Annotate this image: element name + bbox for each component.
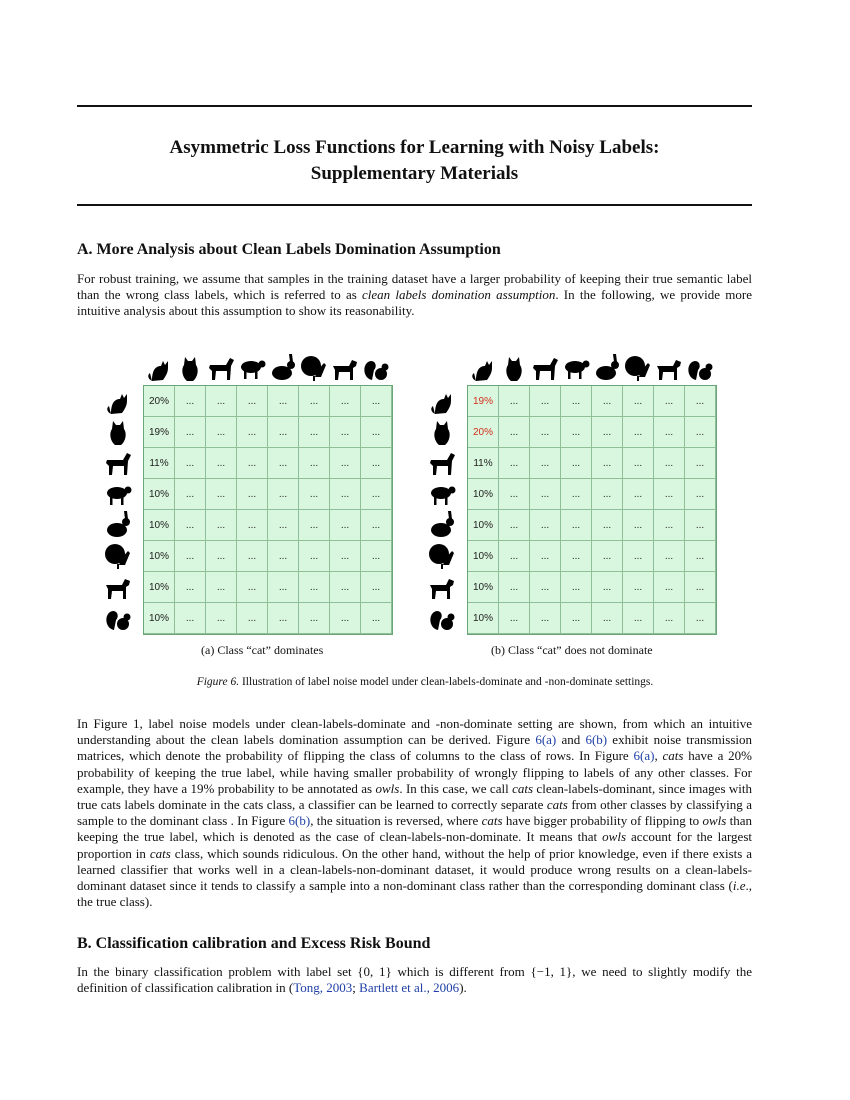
rabbit-icon: [103, 510, 133, 540]
matrix-cell: ...: [499, 448, 530, 479]
dog-icon: [427, 572, 457, 602]
squirrel-icon: [427, 603, 457, 633]
matrix-cell: ...: [299, 603, 330, 634]
horse-icon: [206, 353, 236, 383]
matrix-cell: ...: [299, 510, 330, 541]
emphasis: owls: [375, 780, 400, 796]
matrix-cell: ...: [592, 479, 623, 510]
matrix-cell: 10%: [468, 603, 499, 634]
matrix-cell: ...: [299, 572, 330, 603]
matrix-cell: ...: [592, 448, 623, 479]
matrix-cell: ...: [530, 572, 561, 603]
matrix-cell: 10%: [468, 541, 499, 572]
matrix-cell: ...: [330, 541, 361, 572]
matrix-cell: ...: [299, 386, 330, 417]
matrix-cell: 20%: [468, 417, 499, 448]
matrix-cell: ...: [499, 572, 530, 603]
matrix-cell: ...: [561, 448, 592, 479]
matrix-cell: ...: [530, 541, 561, 572]
matrix-cell: ...: [268, 541, 299, 572]
matrix-cell: ...: [530, 417, 561, 448]
title-bottom-rule: [77, 204, 752, 206]
emphasis: cats: [149, 845, 171, 861]
text-run: In the binary classification problem with label set: [77, 964, 358, 979]
matrix-cell: ...: [530, 448, 561, 479]
matrix-cell: ...: [268, 572, 299, 603]
squirrel-icon: [361, 353, 391, 383]
paper-title: [77, 135, 752, 187]
matrix-cell: ...: [654, 510, 685, 541]
matrix-cell: ...: [330, 603, 361, 634]
owl-icon: [499, 353, 529, 383]
matrix-cell: ...: [361, 479, 392, 510]
matrix-cell: ...: [206, 417, 237, 448]
rabbit-icon: [427, 510, 457, 540]
text-run: than keeping the true label, which is denoted as the case of clean-labels-non-dominate. It means that: [77, 813, 752, 845]
text-run: from other classes by classifying a sample to the dominant class . In Figure: [77, 797, 752, 829]
matrix-cell: ...: [237, 386, 268, 417]
text-run: exhibit noise transmission matrices, which denote the probability of flipping the class of columns to the class of rows. In Figure: [77, 732, 752, 764]
matrix-cell: ...: [206, 541, 237, 572]
sheep-icon: [427, 479, 457, 509]
matrix-cell: ...: [654, 541, 685, 572]
matrix-cell: ...: [499, 603, 530, 634]
noise-transition-matrix: [143, 385, 393, 635]
matrix-cell: ...: [206, 572, 237, 603]
matrix-cell: ...: [654, 417, 685, 448]
title-line-2: Supplementary Materials: [310, 163, 519, 184]
matrix-cell: 10%: [144, 572, 175, 603]
matrix-cell: ...: [206, 603, 237, 634]
matrix-cell: ...: [623, 417, 654, 448]
dog-icon: [103, 572, 133, 602]
sheep-icon: [561, 353, 591, 383]
matrix-cell: ...: [330, 510, 361, 541]
owl-icon: [175, 353, 205, 383]
emphasis: owls: [602, 829, 627, 845]
text-run: . In this case, we call: [399, 780, 513, 796]
body-paragraph: [77, 716, 752, 910]
matrix-cell: ...: [237, 603, 268, 634]
cat-icon: [144, 353, 174, 383]
emphasis: cats: [512, 780, 534, 796]
matrix-cell: ...: [268, 479, 299, 510]
text-run: , we need to slightly modify the definition of classification calibration in (: [77, 964, 753, 996]
cat-icon: [427, 386, 457, 416]
text-run: ,: [654, 748, 663, 764]
matrix-cell: ...: [499, 479, 530, 510]
emphasis: owls: [702, 813, 727, 829]
matrix-cell: ...: [175, 541, 206, 572]
squirrel-icon: [685, 353, 715, 383]
matrix-cell: ...: [623, 603, 654, 634]
matrix-cell: ...: [561, 479, 592, 510]
matrix-cell: ...: [592, 386, 623, 417]
section-b-paragraph: [77, 964, 752, 996]
math-set: {−1, 1}: [530, 964, 573, 979]
section-a-paragraph: [77, 271, 752, 320]
text-run: . In the following, we provide more intuitive analysis about this assumption to show its reasonability.: [77, 287, 752, 319]
matrix-cell: ...: [623, 479, 654, 510]
figure-ref-6b[interactable]: 6(b): [288, 813, 311, 829]
horse-icon: [103, 448, 133, 478]
matrix-cell: 10%: [144, 603, 175, 634]
matrix-cell: ...: [237, 510, 268, 541]
matrix-cell: ...: [237, 479, 268, 510]
matrix-cell: 10%: [468, 510, 499, 541]
noise-transition-matrix: [467, 385, 717, 635]
matrix-cell: ...: [268, 417, 299, 448]
text-run: , the situation is reversed, where: [310, 813, 482, 829]
matrix-cell: ...: [361, 541, 392, 572]
sheep-icon: [237, 353, 267, 383]
emphasis: cats: [662, 748, 684, 764]
turkey-icon: [623, 353, 653, 383]
rabbit-icon: [592, 353, 622, 383]
matrix-cell: ...: [361, 386, 392, 417]
matrix-cell: ...: [685, 603, 716, 634]
matrix-cell: ...: [175, 417, 206, 448]
matrix-cell: ...: [175, 448, 206, 479]
text-run: which is different from: [391, 964, 531, 979]
figure-caption: [0, 676, 850, 688]
matrix-cell: ...: [561, 603, 592, 634]
matrix-cell: ...: [175, 572, 206, 603]
matrix-cell: ...: [206, 479, 237, 510]
section-a-heading: A. More Analysis about Clean Labels Domination Assumption: [77, 241, 501, 258]
text-run: ;: [352, 980, 360, 996]
turkey-icon: [427, 541, 457, 571]
matrix-cell: ...: [530, 510, 561, 541]
matrix-cell: ...: [299, 541, 330, 572]
matrix-cell: ...: [561, 572, 592, 603]
text-run: have a 20% probability of keeping the true label, while having smaller probability of wrongly flipping to labels of any other classes. For example, they have a 19% probability to be annotated as: [77, 748, 753, 796]
matrix-cell: ...: [499, 541, 530, 572]
matrix-cell: 10%: [468, 572, 499, 603]
matrix-cell: ...: [530, 479, 561, 510]
text-run: In Figure 1, label noise models under clean-labels-dominate and -non-dominate setting are shown, from which an intuitive understanding about the clean labels domination assumption can be derived. Figure: [77, 716, 752, 748]
matrix-cell: ...: [330, 479, 361, 510]
figure-caption-text: Illustration of label noise model under clean-labels-dominate and -non-dominate settings.: [239, 676, 654, 688]
matrix-cell: ...: [330, 448, 361, 479]
dog-icon: [330, 353, 360, 383]
matrix-cell: ...: [268, 510, 299, 541]
citation-bartlett-2006[interactable]: Bartlett et al., 2006: [359, 980, 460, 996]
matrix-cell: 11%: [468, 448, 499, 479]
text-run: account for the largest proportion in: [77, 829, 752, 861]
matrix-cell: 10%: [144, 541, 175, 572]
matrix-cell: ...: [237, 572, 268, 603]
section-b-heading: B. Classification calibration and Excess Risk Bound: [77, 935, 431, 952]
matrix-cell: ...: [561, 386, 592, 417]
matrix-cell: ...: [268, 448, 299, 479]
title-line-1: Asymmetric Loss Functions for Learning with Noisy Labels:: [169, 137, 660, 158]
emphasis: clean labels domination assumption: [362, 287, 556, 303]
matrix-cell: ...: [299, 479, 330, 510]
matrix-cell: ...: [175, 510, 206, 541]
matrix-cell: ...: [592, 603, 623, 634]
figure-6: [0, 345, 850, 655]
matrix-cell: ...: [592, 417, 623, 448]
text-run: For robust training, we assume that samples in the training dataset have a larger probability of keeping their true semantic label than the wrong class labels, which is referred to as: [77, 271, 752, 303]
matrix-cell: ...: [530, 386, 561, 417]
panel-a-caption: (a) Class “cat” dominates: [201, 643, 324, 657]
dog-icon: [654, 353, 684, 383]
matrix-cell: ...: [654, 603, 685, 634]
matrix-cell: 20%: [144, 386, 175, 417]
top-rule: [77, 105, 752, 107]
matrix-cell: ...: [592, 572, 623, 603]
owl-icon: [103, 417, 133, 447]
matrix-cell: ...: [685, 541, 716, 572]
matrix-cell: 10%: [468, 479, 499, 510]
matrix-cell: ...: [623, 386, 654, 417]
matrix-cell: ...: [654, 448, 685, 479]
matrix-cell: ...: [623, 510, 654, 541]
matrix-cell: ...: [237, 448, 268, 479]
matrix-cell: ...: [361, 603, 392, 634]
matrix-cell: ...: [623, 572, 654, 603]
sheep-icon: [103, 479, 133, 509]
matrix-cell: ...: [206, 448, 237, 479]
figure-ref-6a[interactable]: 6(a): [633, 748, 655, 764]
matrix-cell: ...: [623, 541, 654, 572]
matrix-cell: ...: [654, 386, 685, 417]
citation-tong-2003[interactable]: Tong, 2003: [293, 980, 353, 996]
text-run: clean-labels-dominant, since images with true cats labels dominate in the cats class, a classifier can be learned to correctly separate: [77, 780, 753, 813]
emphasis: cats: [481, 813, 503, 829]
figure-ref-6a[interactable]: 6(a): [535, 732, 557, 748]
math-set: {0, 1}: [357, 964, 392, 979]
emphasis: i.e: [732, 878, 746, 894]
matrix-cell: ...: [499, 386, 530, 417]
matrix-cell: ...: [268, 603, 299, 634]
cat-icon: [468, 353, 498, 383]
matrix-cell: ...: [561, 541, 592, 572]
matrix-cell: ...: [499, 417, 530, 448]
text-run: ., the true class).: [77, 878, 752, 910]
matrix-cell: ...: [237, 541, 268, 572]
matrix-cell: ...: [237, 417, 268, 448]
matrix-cell: ...: [299, 417, 330, 448]
matrix-cell: ...: [206, 510, 237, 541]
matrix-cell: ...: [299, 448, 330, 479]
matrix-cell: ...: [175, 603, 206, 634]
turkey-icon: [103, 541, 133, 571]
matrix-cell: ...: [654, 479, 685, 510]
matrix-cell: ...: [361, 572, 392, 603]
text-run: ).: [459, 980, 467, 996]
emphasis: cats: [546, 797, 568, 813]
matrix-cell: 11%: [144, 448, 175, 479]
matrix-cell: ...: [623, 448, 654, 479]
text-run: class, which sounds ridiculous. On the other hand, without the help of prior knowledge, even if there exists a learned classifier that works well in a clean-labels-non-dominant dataset, it would produce wrong results on a clean-labels-dominant dataset since it tends to classify a sample into a non-dominant class rather than the corresponding dominant class (: [77, 845, 753, 894]
matrix-cell: ...: [592, 541, 623, 572]
matrix-cell: ...: [330, 386, 361, 417]
matrix-cell: ...: [330, 417, 361, 448]
matrix-cell: ...: [268, 386, 299, 417]
matrix-cell: ...: [330, 572, 361, 603]
matrix-cell: ...: [175, 386, 206, 417]
matrix-cell: 19%: [468, 386, 499, 417]
matrix-cell: ...: [361, 448, 392, 479]
squirrel-icon: [103, 603, 133, 633]
figure-label: Figure 6.: [196, 676, 240, 688]
panel-b-caption: (b) Class “cat” does not dominate: [491, 643, 653, 657]
matrix-cell: 10%: [144, 510, 175, 541]
matrix-cell: ...: [654, 572, 685, 603]
horse-icon: [427, 448, 457, 478]
matrix-cell: ...: [530, 603, 561, 634]
matrix-cell: ...: [685, 572, 716, 603]
owl-icon: [427, 417, 457, 447]
cat-icon: [103, 386, 133, 416]
matrix-cell: ...: [499, 510, 530, 541]
matrix-cell: ...: [206, 386, 237, 417]
matrix-cell: ...: [685, 510, 716, 541]
horse-icon: [530, 353, 560, 383]
turkey-icon: [299, 353, 329, 383]
matrix-cell: 10%: [144, 479, 175, 510]
matrix-cell: ...: [361, 417, 392, 448]
matrix-cell: ...: [561, 510, 592, 541]
matrix-cell: ...: [685, 448, 716, 479]
figure-ref-6b[interactable]: 6(b): [585, 732, 608, 748]
text-run: and: [556, 732, 586, 748]
text-run: have bigger probability of flipping to: [502, 813, 703, 829]
matrix-cell: 19%: [144, 417, 175, 448]
rabbit-icon: [268, 353, 298, 383]
matrix-cell: ...: [685, 417, 716, 448]
matrix-cell: ...: [561, 417, 592, 448]
matrix-cell: ...: [175, 479, 206, 510]
matrix-cell: ...: [361, 510, 392, 541]
matrix-cell: ...: [685, 479, 716, 510]
matrix-cell: ...: [592, 510, 623, 541]
matrix-cell: ...: [685, 386, 716, 417]
